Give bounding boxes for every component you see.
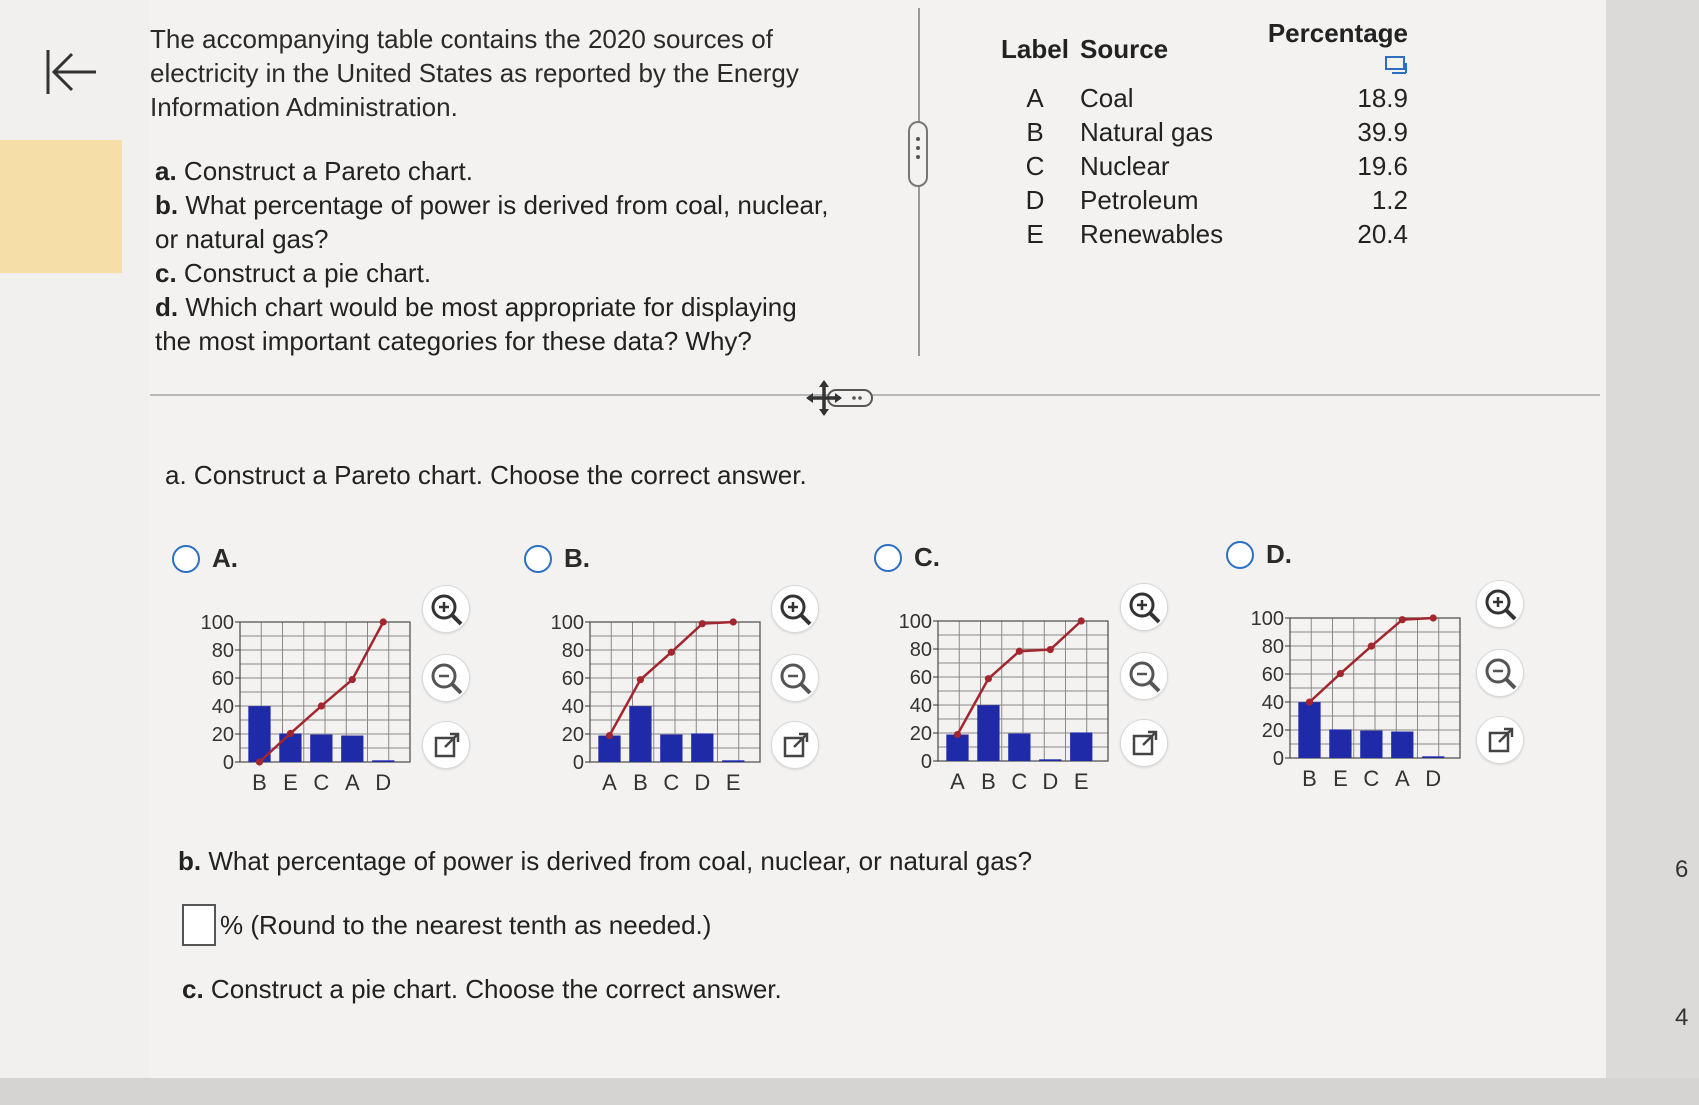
question-a: a. Construct a Pareto chart. Choose the correct answer. xyxy=(165,460,807,490)
bar xyxy=(977,705,999,761)
bar xyxy=(1039,759,1061,761)
y-tick-label: 20 xyxy=(909,723,932,745)
bar xyxy=(946,735,968,761)
y-tick-label: 80 xyxy=(909,639,932,661)
part-c: c. Construct a pie chart. xyxy=(155,258,432,288)
cumulative-point xyxy=(1337,670,1344,677)
bar xyxy=(341,736,363,762)
intro-line: electricity in the United States as reported by the Energy xyxy=(150,58,799,88)
bar xyxy=(1070,732,1092,761)
row-source: Coal xyxy=(1080,83,1134,114)
cumulative-point xyxy=(1306,699,1313,706)
y-tick-label: 60 xyxy=(909,667,932,689)
option-d-radio[interactable] xyxy=(1226,541,1254,569)
option-b-radio[interactable] xyxy=(524,545,552,573)
header-percentage: Percentage xyxy=(1250,18,1408,82)
category-label: D xyxy=(375,770,392,795)
table-row xyxy=(990,184,1408,218)
intro-line: The accompanying table contains the 2020 sources of xyxy=(150,24,773,54)
bar xyxy=(310,735,332,762)
category-label: A xyxy=(602,770,617,795)
row-percentage: 20.4 xyxy=(1357,219,1408,250)
option-a-radio[interactable] xyxy=(172,545,200,573)
bar xyxy=(1360,731,1382,758)
copy-icon[interactable] xyxy=(1384,51,1408,82)
row-label: C xyxy=(1025,151,1045,182)
category-label: C xyxy=(663,770,680,795)
row-percentage: 39.9 xyxy=(1357,117,1408,148)
category-label: E xyxy=(1073,769,1089,794)
table-row xyxy=(990,150,1408,184)
question-c: c. Construct a pie chart. Choose the correct answer. xyxy=(182,974,782,1004)
y-tick-label: 20 xyxy=(561,724,584,746)
category-label: E xyxy=(283,770,298,795)
bar xyxy=(372,760,394,762)
category-label: E xyxy=(725,770,741,795)
y-tick-label: 40 xyxy=(909,695,932,717)
y-tick-label: 0 xyxy=(572,752,584,774)
pareto-chart-a xyxy=(180,610,430,806)
category-label: C xyxy=(1363,766,1380,791)
cumulative-point xyxy=(699,620,706,627)
zoom-out-icon[interactable] xyxy=(1120,652,1168,700)
cumulative-point xyxy=(730,618,737,625)
row-source: Nuclear xyxy=(1080,151,1170,182)
y-tick-label: 60 xyxy=(561,668,584,690)
zoom-in-icon[interactable] xyxy=(1476,580,1524,628)
part-d-cont: the most important categories for these data? Why? xyxy=(155,326,752,356)
y-tick-label: 0 xyxy=(920,751,932,773)
data-table xyxy=(990,18,1408,252)
cumulative-line xyxy=(957,621,1081,735)
bar xyxy=(722,760,744,762)
y-tick-label: 0 xyxy=(222,752,234,774)
cumulative-point xyxy=(637,676,644,683)
option-b-label: B. xyxy=(564,543,590,573)
answer-b-input[interactable] xyxy=(182,904,216,946)
row-percentage: 18.9 xyxy=(1357,83,1408,114)
bar xyxy=(629,706,651,762)
bar xyxy=(1329,729,1351,758)
y-tick-label: 20 xyxy=(1261,720,1284,742)
zoom-out-icon[interactable] xyxy=(1476,649,1524,697)
cumulative-point xyxy=(256,758,263,765)
bar xyxy=(1298,702,1320,758)
problem-parts xyxy=(155,154,875,358)
rail-highlight xyxy=(0,140,122,273)
table-row xyxy=(990,82,1408,116)
option-c-radio[interactable] xyxy=(874,544,902,572)
category-label: E xyxy=(1333,766,1348,791)
row-label: E xyxy=(1026,219,1044,250)
y-tick-label: 40 xyxy=(561,696,584,718)
category-label: C xyxy=(313,770,330,795)
move-icon[interactable] xyxy=(806,380,876,416)
y-tick-label: 100 xyxy=(550,612,584,634)
pareto-chart-b xyxy=(530,610,780,806)
pareto-chart-c xyxy=(878,609,1128,805)
row-percentage: 1.2 xyxy=(1371,185,1408,216)
y-tick-label: 100 xyxy=(200,612,234,634)
category-label: B xyxy=(1302,766,1317,791)
category-label: B xyxy=(981,769,996,794)
cumulative-point xyxy=(349,676,356,683)
y-tick-label: 100 xyxy=(1250,608,1284,630)
right-strip xyxy=(1606,0,1699,1080)
y-tick-label: 100 xyxy=(898,611,932,633)
cumulative-point xyxy=(318,702,325,709)
bar xyxy=(1391,732,1413,758)
question-b: b. What percentage of power is derived from coal, nuclear, or natural gas? xyxy=(178,846,1033,876)
cumulative-point xyxy=(1368,643,1375,650)
pareto-chart-d xyxy=(1230,606,1480,802)
category-label: C xyxy=(1011,769,1028,794)
y-tick-label: 40 xyxy=(211,696,234,718)
external-link-icon[interactable] xyxy=(1476,716,1524,764)
table-row xyxy=(990,218,1408,252)
cumulative-point xyxy=(1430,614,1437,621)
category-label: D xyxy=(1042,769,1059,794)
header-source: Source xyxy=(1080,34,1169,65)
y-tick-label: 80 xyxy=(1261,636,1284,658)
intro-line: Information Administration. xyxy=(150,92,458,122)
zoom-in-icon[interactable] xyxy=(1120,583,1168,631)
zoom-out-icon[interactable] xyxy=(771,654,819,702)
part-a: a. Construct a Pareto chart. xyxy=(155,156,473,186)
row-label: D xyxy=(1025,185,1045,216)
y-tick-label: 60 xyxy=(1261,664,1284,686)
row-label: B xyxy=(1026,117,1044,148)
external-link-icon[interactable] xyxy=(422,721,470,769)
external-link-icon[interactable] xyxy=(771,721,819,769)
part-b: b. What percentage of power is derived from coal, nuclear, xyxy=(155,190,829,220)
bar xyxy=(1008,734,1030,761)
cumulative-point xyxy=(668,649,675,656)
row-source: Natural gas xyxy=(1080,117,1213,148)
edge-number: 6 xyxy=(1675,856,1689,883)
category-label: D xyxy=(694,770,711,795)
bottom-bar xyxy=(0,1078,1699,1105)
cumulative-point xyxy=(1016,648,1023,655)
resize-handle[interactable] xyxy=(908,121,928,187)
part-d: d. Which chart would be most appropriate for displaying xyxy=(155,292,797,322)
bar xyxy=(279,733,301,762)
y-tick-label: 0 xyxy=(1272,748,1284,770)
cumulative-point xyxy=(287,730,294,737)
bar xyxy=(1422,756,1444,758)
row-source: Petroleum xyxy=(1080,185,1199,216)
problem-intro xyxy=(150,22,870,124)
answer-b-row xyxy=(182,904,711,946)
bar xyxy=(660,735,682,762)
cumulative-point xyxy=(954,731,961,738)
category-label: A xyxy=(950,769,965,794)
cumulative-line xyxy=(609,622,733,736)
table-row xyxy=(990,116,1408,150)
category-label: B xyxy=(252,770,267,795)
y-tick-label: 80 xyxy=(561,640,584,662)
category-label: B xyxy=(633,770,648,795)
edge-number: 4 xyxy=(1675,1004,1689,1031)
y-tick-label: 40 xyxy=(1261,692,1284,714)
cumulative-point xyxy=(1399,616,1406,623)
zoom-in-icon[interactable] xyxy=(771,585,819,633)
option-c-label: C. xyxy=(914,542,940,572)
external-link-icon[interactable] xyxy=(1120,719,1168,767)
row-label: A xyxy=(1026,83,1044,114)
y-tick-label: 20 xyxy=(211,724,234,746)
bar xyxy=(691,733,713,762)
part-b-cont: or natural gas? xyxy=(155,224,329,254)
header-label: Label xyxy=(1001,34,1069,65)
cumulative-point xyxy=(606,732,613,739)
row-percentage: 19.6 xyxy=(1357,151,1408,182)
row-source: Renewables xyxy=(1080,219,1224,250)
option-a-label: A. xyxy=(212,543,238,573)
cumulative-point xyxy=(1078,617,1085,624)
back-arrow-icon[interactable] xyxy=(42,44,98,100)
option-d-label: D. xyxy=(1266,539,1292,569)
cumulative-point xyxy=(380,618,387,625)
zoom-out-icon[interactable] xyxy=(422,654,470,702)
bar xyxy=(598,736,620,762)
category-label: A xyxy=(344,770,360,795)
cumulative-point xyxy=(985,675,992,682)
category-label: A xyxy=(1394,766,1410,791)
y-tick-label: 80 xyxy=(211,640,234,662)
cumulative-point xyxy=(1047,646,1054,653)
answer-b-suffix: % (Round to the nearest tenth as needed.) xyxy=(220,909,712,940)
category-label: D xyxy=(1425,766,1442,791)
zoom-in-icon[interactable] xyxy=(422,585,470,633)
y-tick-label: 60 xyxy=(211,668,234,690)
